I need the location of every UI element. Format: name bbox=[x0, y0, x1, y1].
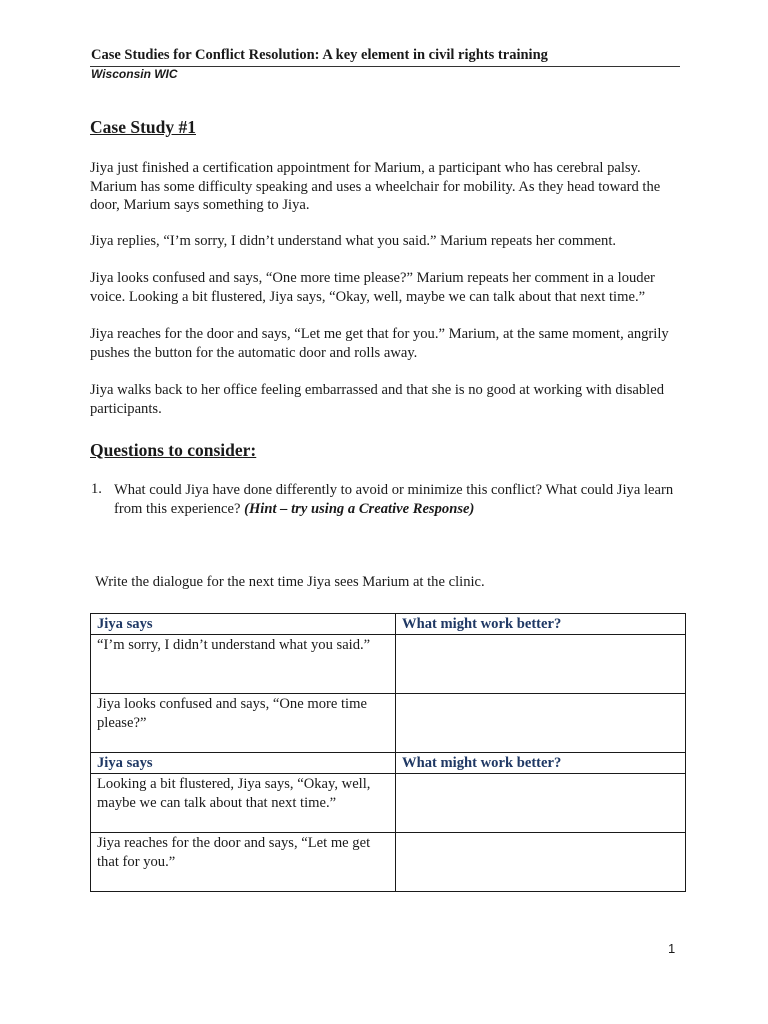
column-header-work-better: What might work better? bbox=[396, 753, 686, 774]
case-paragraph-reply: Jiya replies, “I’m sorry, I didn’t understand what you said.” Marium repeats her comment. bbox=[90, 233, 617, 249]
response-cell[interactable] bbox=[396, 833, 686, 892]
question-number: 1. bbox=[91, 481, 102, 497]
case-paragraph-intro: Jiya just finished a certification appointment for Marium, a participant who has cerebral palsy. Marium has some difficulty speaking and uses a wheelchair for mobility. As they head toward the door, Marium says something to Jiya. bbox=[90, 160, 661, 214]
question-text: What could Jiya have done differently to avoid or minimize this conflict? What could Jiya learn from this experience? bbox=[114, 482, 674, 517]
dialogue-instruction: Write the dialogue for the next time Jiya sees Marium at the clinic. bbox=[95, 574, 485, 590]
question-item bbox=[114, 481, 680, 518]
table-row bbox=[91, 774, 686, 833]
column-header-jiya-says: Jiya says bbox=[91, 753, 396, 774]
jiya-says-cell: Looking a bit flustered, Jiya says, “Okay, well, maybe we can talk about that next time.” bbox=[91, 774, 396, 833]
column-header-jiya-says: Jiya says bbox=[91, 614, 396, 635]
page-number: 1 bbox=[668, 941, 676, 956]
jiya-says-cell: “I’m sorry, I didn’t understand what you said.” bbox=[91, 635, 396, 694]
response-cell[interactable] bbox=[396, 635, 686, 694]
response-cell[interactable] bbox=[396, 694, 686, 753]
table-row bbox=[91, 635, 686, 694]
case-paragraph-door: Jiya reaches for the door and says, “Let me get that for you.” Marium, at the same moment, angrily pushes the button for the automatic door and rolls away. bbox=[90, 326, 669, 361]
table-row bbox=[91, 833, 686, 892]
document-header-subtitle: Wisconsin WIC bbox=[91, 67, 178, 81]
response-cell[interactable] bbox=[396, 774, 686, 833]
case-study-title: Case Study #1 bbox=[90, 117, 196, 137]
table-header-row bbox=[91, 614, 686, 635]
case-paragraph-confused: Jiya looks confused and says, “One more time please?” Marium repeats her comment in a louder voice. Looking a bit flustered, Jiya says, “Okay, well, maybe we can talk about that next time.” bbox=[90, 270, 655, 305]
dialogue-table bbox=[90, 613, 686, 892]
document-header-title: Case Studies for Conflict Resolution: A key element in civil rights training bbox=[91, 47, 548, 63]
header-divider bbox=[90, 66, 680, 67]
question-hint: (Hint – try using a Creative Response) bbox=[244, 500, 475, 517]
jiya-says-cell: Jiya looks confused and says, “One more time please?” bbox=[91, 694, 396, 753]
case-paragraph-ending: Jiya walks back to her office feeling embarrassed and that she is no good at working with disabled participants. bbox=[90, 382, 665, 417]
table-header-row bbox=[91, 753, 686, 774]
questions-heading: Questions to consider: bbox=[90, 440, 257, 460]
jiya-says-cell: Jiya reaches for the door and says, “Let me get that for you.” bbox=[91, 833, 396, 892]
table-row bbox=[91, 694, 686, 753]
column-header-work-better: What might work better? bbox=[396, 614, 686, 635]
